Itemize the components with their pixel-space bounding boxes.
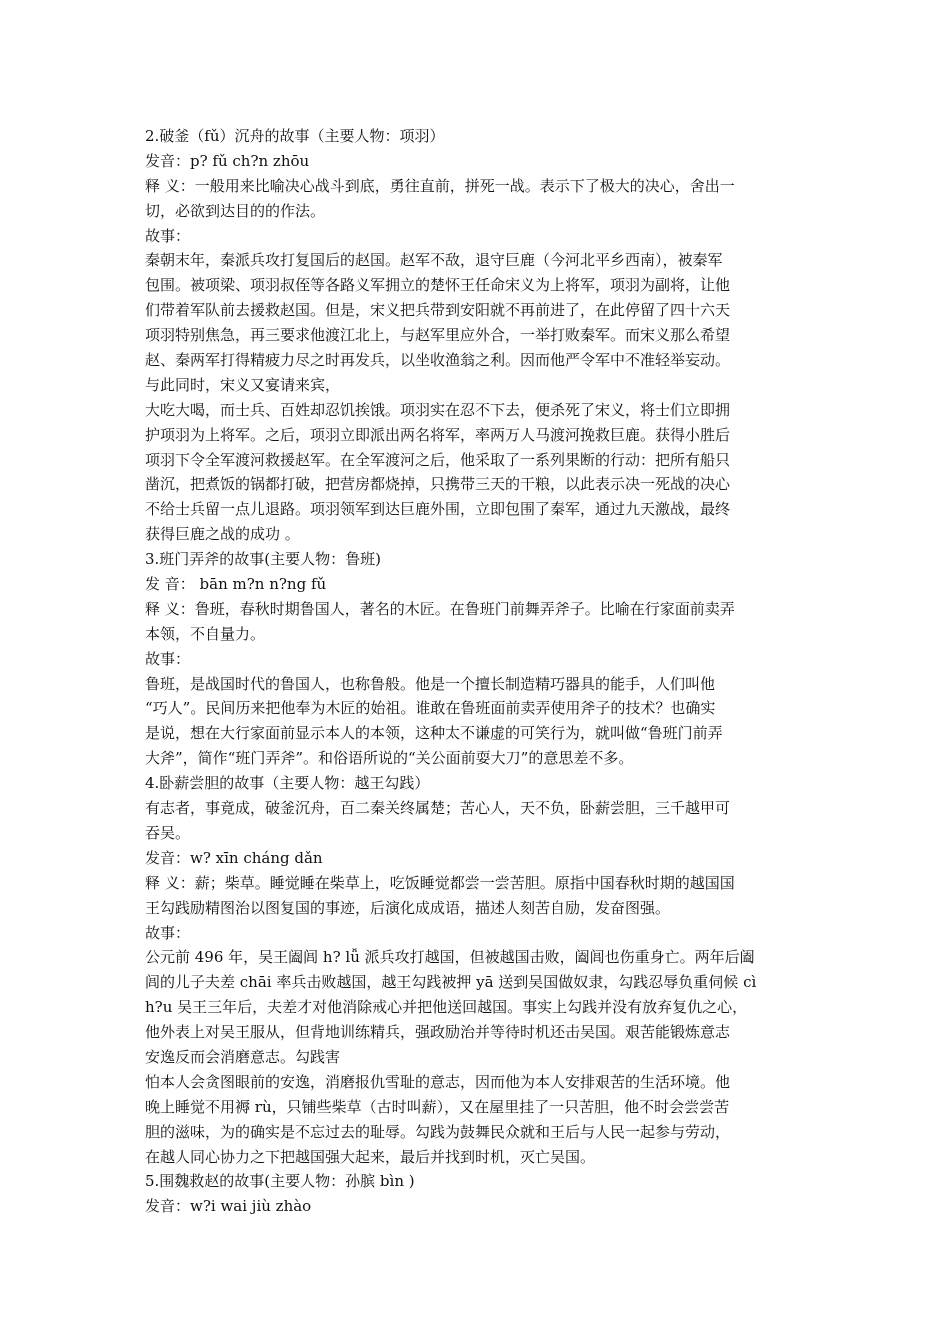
text-line: 公元前 496 年，吴王阖闾 h? lǚ 派兵攻打越国，但被越国击败，阖闾也伤重身亡。两年后阖 — [145, 948, 755, 967]
text-line: “巧人”。民间历来把他奉为木匠的始祖。谁敢在鲁班面前卖弄使用斧子的技术？也确实 — [145, 699, 716, 718]
text-line: 项羽特别焦急，再三要求他渡江北上，与赵军里应外合，一举打败秦军。而宋义那么希望 — [145, 326, 731, 345]
text-line: 故事： — [145, 226, 191, 245]
text-line: 发音：w? xīn cháng dǎn — [145, 848, 323, 867]
text-line: 本领，不自量力。 — [145, 624, 266, 643]
text-line: 获得巨鹿之战的成功 。 — [145, 525, 300, 544]
text-line: 包围。被项梁、项羽叔侄等各路义军拥立的楚怀王任命宋义为上将军，项羽为副将，让他 — [145, 276, 731, 295]
text-line: h?u 吴王三年后，夫差才对他消除戒心并把他送回越国。事实上勾践并没有放弃复仇之心， — [145, 998, 748, 1017]
text-line: 赵、秦两军打得精疲力尽之时再发兵，以坐收渔翁之利。因而他严令军中不准轻举妄动。 — [145, 351, 731, 370]
text-line: 怕本人会贪图眼前的安逸，消磨报仇雪耻的意志，因而他为本人安排艰苦的生活环境。他 — [145, 1072, 731, 1091]
text-line: 是说，想在大行家面前显示本人的本领，这种太不谦虚的可笑行为，就叫做“鲁班门前弄 — [145, 724, 723, 743]
text-line: 在越人同心协力之下把越国强大起来，最后并找到时机，灭亡吴国。 — [145, 1147, 596, 1166]
text-line: 王勾践励精图治以图复国的事迹，后演化成成语，描述人刻苦自励，发奋图强。 — [145, 898, 671, 917]
text-line: 3.班门弄斧的故事(主要人物：鲁班) — [145, 550, 382, 569]
text-line: 2.破釜（fǔ）沉舟的故事（主要人物：项羽） — [145, 127, 445, 145]
text-line: 安逸反而会消磨意志。勾践害 — [145, 1047, 341, 1066]
text-line: 大吃大喝，而士兵、百姓却忍饥挨饿。项羽实在忍不下去，便杀死了宋义，将士们立即拥 — [145, 400, 731, 419]
text-line: 胆的滋味，为的确实是不忘过去的耻辱。勾践为鼓舞民众就和王后与人民一起参与劳动， — [145, 1122, 731, 1141]
document-body — [145, 124, 813, 1219]
text-line: 4.卧薪尝胆的故事（主要人物：越王勾践） — [145, 774, 430, 793]
text-line: 有志者，事竟成，破釜沉舟，百二秦关终属楚；苦心人，天不负，卧薪尝胆，三千越甲可 — [145, 799, 731, 818]
text-line: 吞吴。 — [145, 823, 191, 842]
text-line: 们带着军队前去援救赵国。但是，宋义把兵带到安阳就不再前进了，在此停留了四十六天 — [145, 301, 731, 320]
text-line: 释 义：一般用来比喻决心战斗到底，勇往直前，拼死一战。表示下了极大的决心，舍出一 — [145, 176, 735, 195]
text-line: 大斧”，简作“班门弄斧”。和俗语所说的“关公面前耍大刀”的意思差不多。 — [145, 749, 634, 768]
text-line: 5.围魏救赵的故事(主要人物：孙膑 bìn ) — [145, 1172, 415, 1191]
text-line: 护项羽为上将军。之后，项羽立即派出两名将军，率两万人马渡河挽救巨鹿。获得小胜后 — [145, 425, 731, 444]
text-line: 发音：p? fǔ ch?n zhōu — [145, 151, 310, 170]
text-line: 鲁班，是战国时代的鲁国人，也称鲁般。他是一个擅长制造精巧器具的能手，人们叫他 — [145, 674, 716, 693]
text-line: 不给士兵留一点儿退路。项羽领军到达巨鹿外围，立即包围了秦军，通过九天激战，最终 — [145, 500, 731, 519]
text-line: 释 义：薪；柴草。睡觉睡在柴草上，吃饭睡觉都尝一尝苦胆。原指中国春秋时期的越国国 — [145, 873, 735, 892]
text-line: 他外表上对吴王服从，但背地训练精兵，强政励治并等待时机还击吴国。艰苦能锻炼意志 — [145, 1023, 731, 1042]
text-line: 闾的儿子夫差 chāi 率兵击败越国，越王勾践被押 yā 送到吴国做奴隶，勾践忍辱负重伺候 cì — [145, 973, 757, 992]
text-line: 项羽下令全军渡河救援赵军。在全军渡河之后，他采取了一系列果断的行动：把所有船只 — [145, 450, 731, 469]
text-line: 发 音： bān m?n n?ng fǔ — [145, 575, 327, 594]
text-line: 发音：w?i wai jiù zhào — [145, 1197, 312, 1216]
text-line: 与此同时，宋义又宴请来宾， — [145, 375, 341, 394]
text-line: 凿沉，把煮饭的锅都打破，把营房都烧掉，只携带三天的干粮，以此表示决一死战的决心 — [145, 475, 731, 494]
text-line: 切，必欲到达目的的作法。 — [145, 201, 326, 220]
text-line: 释 义：鲁班，春秋时期鲁国人，著名的木匠。在鲁班门前舞弄斧子。比喻在行家面前卖弄 — [145, 599, 735, 618]
text-line: 故事： — [145, 923, 191, 942]
text-line: 晚上睡觉不用褥 rù，只铺些柴草（古时叫薪），又在屋里挂了一只苦胆，他不时会尝尝苦 — [145, 1097, 730, 1116]
text-line: 故事： — [145, 649, 191, 668]
text-line: 秦朝末年，秦派兵攻打复国后的赵国。赵军不敌，退守巨鹿（今河北平乡西南），被秦军 — [145, 251, 723, 270]
